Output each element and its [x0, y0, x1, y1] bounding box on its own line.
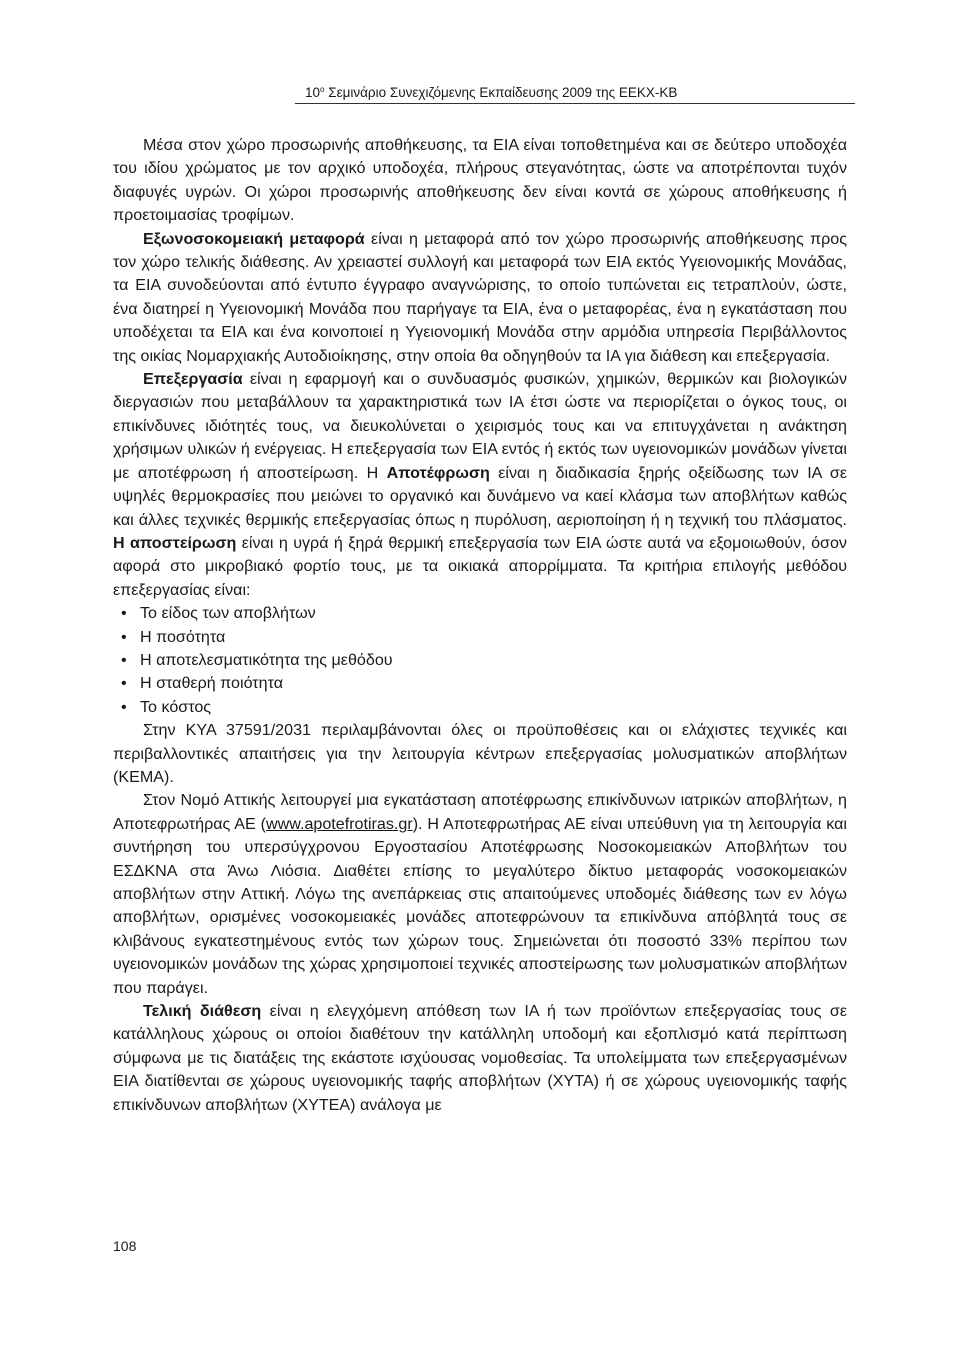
criteria-list [113, 602, 847, 719]
bullet-icon: • [121, 674, 127, 693]
term-sterilization: Η αποστείρωση [113, 533, 237, 552]
paragraph-external-transport [113, 228, 847, 368]
paragraph-kya-regulation: Στην ΚΥΑ 37591/2031 περιλαμβάνονται όλες οι προϋποθέσεις και οι ελάχιστες τεχνικές και περιβαλλοντικές απαιτήσεις για την λειτουργία κέντρων επεξεργασίας μολυσματικών αποβλήτων (ΚΕΜΑ). [113, 721, 847, 786]
body-text [113, 134, 847, 1117]
header-rule [295, 103, 855, 104]
header-title: Σεμινάριο Συνεχιζόμενης Εκπαίδευσης 2009 της ΕΕΚΧ-ΚΒ [324, 85, 678, 100]
paragraph-text: Στον Νομό Αττικής λειτουργεί μια εγκατάσταση αποτέφρωσης επικίνδυνων ιατρικών αποβλήτων, η Αποτεφρωτήρας ΑΕ ( [113, 791, 847, 833]
term-processing: Επεξεργασία [143, 370, 243, 389]
bullet-icon: • [121, 627, 127, 646]
bullet-icon: • [121, 650, 127, 669]
term-incineration: Αποτέφρωση [386, 463, 490, 482]
term-external-transport: Εξωνοσοκομειακή μεταφορά [143, 229, 365, 248]
list-item-text: Η αποτελεσματικότητα της μεθόδου [140, 650, 393, 669]
header-ordinal-superscript: ο [320, 85, 325, 94]
term-final-disposal: Τελική διάθεση [143, 1002, 262, 1021]
paragraph-attica-incinerator [113, 789, 847, 1000]
paragraph-text: είναι η μεταφορά από τον χώρο προσωρινής αποθήκευσης προς τον χώρο τελικής διάθεσης. Αν χρειαστεί συλλογή και μεταφορά των ΕΙΑ εκτός Υγειονομικής Μονάδας, τα ΕΙΑ συνοδεύονται από έντυπο έγγραφο αναγνώρισης, το οποίο τυπώνεται εις τετραπλούν, ώστε, ένα διατηρεί η Υγειονομική Μονάδα που παρήγαγε τα ΕΙΑ, ένα ο μεταφορέας, ένα η εγκατάσταση που υποδέχεται τα ΕΙΑ και ένα κοινοποιεί η Υγειονομική Μονάδα στην αρμόδια υπηρεσία Περιβάλλοντος της οικίας Νομαρχιακής Αυτοδιοίκησης, στην οποία θα οδηγηθούν τα ΙΑ για διάθεση και επεξεργασία. [113, 229, 847, 365]
paragraph-text: ). Η Αποτεφρωτήρας ΑΕ είναι υπεύθυνη για τη λειτουργία και συντήρηση του υπερσύγχρονου Εργοστασίου Αποτέφρωσης Νοσοκομειακών Αποβλήτων του ΕΣΔΚΝΑ στα Άνω Λιόσια. Διαθέτει επίσης το μεγαλύτερο δίκτυο μεταφοράς νοσοκομειακών αποβλήτων στην Αττική. Λόγω της ανεπάρκειας στις απαιτούμενες υποδομές διάθεσης των εν λόγω αποβλήτων, ορισμένες νοσοκομειακές μονάδες αποτεφρώνουν τα επικίνδυνα απόβλητά τους σε κλιβάνους εγκατεστημένους εντός των χώρων τους. Σημειώνεται ότι ποσοστό 33% περίπου των υγειονομικών μονάδων της χώρας χρησιμοποιεί τεχνικές αποστείρωσης των μολυσματικών αποβλήτων που παράγει. [113, 814, 847, 997]
list-item-text: Το είδος των αποβλήτων [140, 604, 316, 623]
paragraph-text: είναι η διαδικασία ξηρής οξείδωσης των ΙΑ σε υψηλές θερμοκρασίες που μειώνει το οργανικό και δυνάμενο να καεί κλάσμα των αποβλήτων καθώς και άλλες τεχνικές θερμικής επεξεργασίας όπως η πυρόλυση, αεριοποίηση ή η τεχνική του πλάσματος. [113, 463, 847, 529]
list-item-text: Η σταθερή ποιότητα [140, 674, 284, 693]
list-item [113, 672, 847, 695]
paragraph-text: είναι η υγρά ή ξηρά θερμική επεξεργασία των ΕΙΑ ώστε αυτά να εξομοιωθούν, όσον αφορά στο μικροβιακό φορτίο τους, με τα οικιακά απορρίμματα. Τα κριτήρια επιλογής μεθόδου επεξεργασίας είναι: [113, 533, 847, 599]
paragraph-processing [113, 368, 847, 602]
paragraph-temporary-storage: Μέσα στον χώρο προσωρινής αποθήκευσης, τα ΕΙΑ είναι τοποθετημένα και σε δεύτερο υποδοχέα του ιδίου χρώματος με τον αρχικό υποδοχέα, πλήρους στεγανότητας, ώστε να αποτρέπονται τυχόν διαφυγές υγρών. Οι χώροι προσωρινής αποθήκευσης δεν είναι κοντά σε χώρους αποθήκευσης ή προετοιμασίας τροφίμων. [113, 136, 847, 225]
header-seminar-number: 10 [305, 85, 321, 100]
paragraph-text: είναι η ελεγχόμενη απόθεση των ΙΑ ή των προϊόντων επεξεργασίας τους σε κατάλληλους χώρους οι οποίοι διαθέτουν την κατάλληλη υποδομή και εξοπλισμό κατά περίπτωση σύμφωνα με τις διατάξεις της εκάστοτε ισχύουσας νομοθεσίας. Τα υπολείμματα των επεξεργασμένων ΕΙΑ διατίθενται σε χώρους υγειονομικής ταφής αποβλήτων (ΧΥΤΑ) ή σε χώρους υγειονομικής ταφής επικίνδυνων αποβλήτων (ΧΥΤΕΑ) ανάλογα με [113, 1002, 848, 1114]
list-item [113, 649, 847, 672]
paragraph-final-disposal [113, 1000, 847, 1117]
list-item [113, 602, 847, 625]
running-header [305, 81, 805, 102]
list-item-text: Το κόστος [140, 697, 212, 716]
paragraph-text: είναι η εφαρμογή και ο συνδυασμός φυσικών, χημικών, θερμικών και βιολογικών διεργασιών που μεταβάλλουν τα χαρακτηριστικά των ΙΑ έτσι ώστε να περιορίζεται ο όγκος τους, οι επικίνδυνες ιδιότητές τους, να διευκολύνεται ο χειρισμός τους και να επιτυγχάνεται η ανάκτηση χρήσιμων υλικών ή ενέργειας. Η επεξεργασία των ΕΙΑ εντός ή εκτός των υγειονομικών μονάδων γίνεται με αποτέφρωση ή αποστείρωση. Η [113, 370, 847, 482]
list-item-text: Η ποσότητα [140, 627, 226, 646]
list-item [113, 696, 847, 719]
bullet-icon: • [121, 697, 127, 716]
website-link[interactable]: www.apotefrotiras.gr [266, 814, 413, 833]
page-number: 108 [113, 1238, 137, 1254]
list-item [113, 626, 847, 649]
bullet-icon: • [121, 604, 127, 623]
